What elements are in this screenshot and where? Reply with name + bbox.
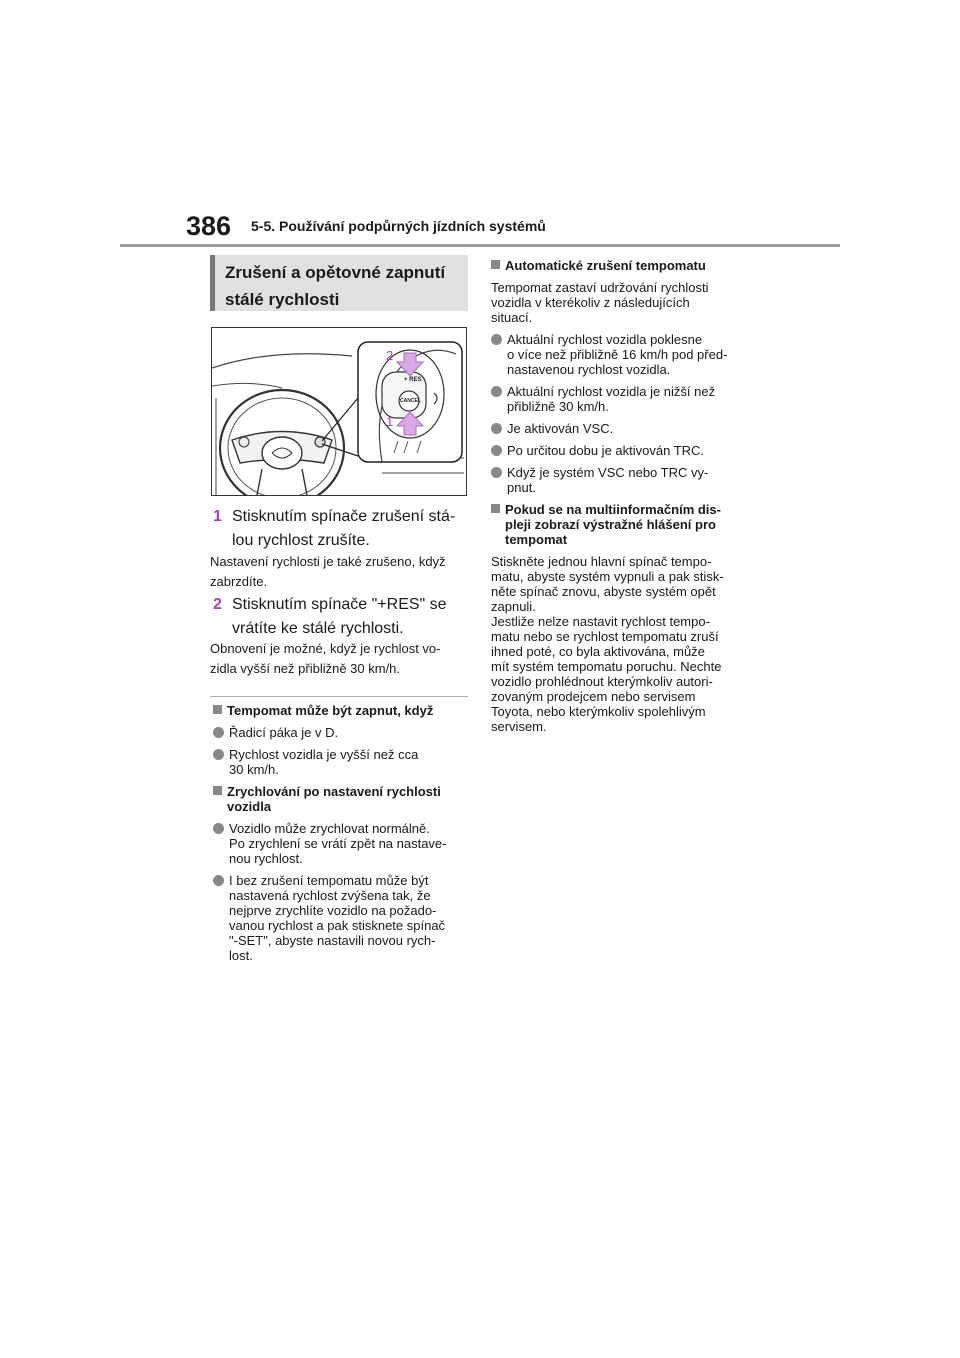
list-item: Rychlost vozidla je vyšší než cca 30 km/h.: [213, 747, 467, 777]
step-1-note-line2: zabrzdíte.: [210, 574, 268, 589]
section-title-line1: Zrušení a opětovné zapnutí: [225, 263, 446, 282]
header-rule: [120, 244, 840, 247]
list-item: I bez zrušení tempomatu může být nastavená rychlost zvýšena tak, že nejprve zrychlíte vozidlo na požado- vanou rychlost a pak stisknete spínač "-SET", abyste nastavili novou rych- lost.: [213, 873, 467, 963]
step-2-note-line2: zidla vyšší než přibližně 30 km/h.: [210, 661, 401, 676]
step-2-note: [210, 639, 468, 679]
callout-2: 2: [386, 348, 394, 363]
steering-wheel-drawing: [212, 328, 466, 495]
left-notes: [213, 703, 467, 970]
list-item: Aktuální rychlost vozidla poklesne o více než přibližně 16 km/h pod před- nastavenou rychlost vozidla.: [491, 332, 756, 377]
list-item: Je aktivován VSC.: [491, 421, 756, 436]
step-2-note-line1: Obnovení je možné, když je rychlost vo-: [210, 641, 441, 656]
warning-paragraph: Stiskněte jednou hlavní spínač tempo- matu, abyste systém vypnuli a pak stisk- něte spínač znovu, abyste systém opět zapnuli. Jestliže nelze nastavit rychlost tempo- matu nebo se rychlost tempomatu zruší ihned poté, co byla aktivována, může mít systém tempomatu poruchu. Nechte vozidlo prohlédnout kterýmkoliv autori- zovaným prodejcem nebo servisem Toyota, nebo kterýmkoliv spolehlivým servisem.: [491, 554, 724, 734]
step-2-line1: Stisknutím spínače "+RES" se: [232, 596, 447, 613]
step-1-number: 1: [213, 508, 222, 525]
step-2: [213, 593, 462, 641]
divider: [210, 696, 468, 697]
step-2-number: 2: [213, 596, 222, 613]
step-1: [213, 505, 462, 553]
section-title-line2: stálé rychlosti: [225, 290, 340, 309]
list-item: Když je systém VSC nebo TRC vy- pnut.: [491, 465, 756, 495]
note-heading: Pokud se na multiinformačním dis- pleji zobrazí výstražné hlášení pro tempomat: [491, 502, 756, 547]
section-title: [210, 255, 468, 311]
list-item: Po určitou dobu je aktivován TRC.: [491, 443, 756, 458]
note-heading: Tempomat může být zapnut, když: [213, 703, 467, 718]
chapter-title: 5-5. Používání podpůrných jízdních systémů: [251, 218, 546, 234]
steering-wheel-illustration: [211, 327, 467, 496]
callout-1: 1: [386, 414, 394, 429]
list-item: Aktuální rychlost vozidla je nižší než přibližně 30 km/h.: [491, 384, 756, 414]
list-item: Řadicí páka je v D.: [213, 725, 467, 740]
page-number: 386: [186, 211, 232, 241]
right-notes: [491, 258, 756, 741]
intro-paragraph: Tempomat zastaví udržování rychlosti vozidla v kterékoliv z následujících situací.: [491, 280, 709, 325]
step-1-note: [210, 552, 468, 592]
step-1-note-line1: Nastavení rychlosti je také zrušeno, když: [210, 554, 446, 569]
cancel-button-label: CANCEL: [400, 398, 421, 404]
res-button-label: + RES: [404, 377, 422, 383]
step-2-line2: vrátíte ke stálé rychlosti.: [232, 620, 404, 637]
list-item: Vozidlo může zrychlovat normálně. Po zrychlení se vrátí zpět na nastave- nou rychlost.: [213, 821, 467, 866]
step-1-line1: Stisknutím spínače zrušení stá-: [232, 508, 456, 525]
step-1-line2: lou rychlost zrušíte.: [232, 532, 370, 549]
note-heading: Zrychlování po nastavení rychlosti vozidla: [213, 784, 467, 814]
note-heading: Automatické zrušení tempomatu: [491, 258, 756, 273]
